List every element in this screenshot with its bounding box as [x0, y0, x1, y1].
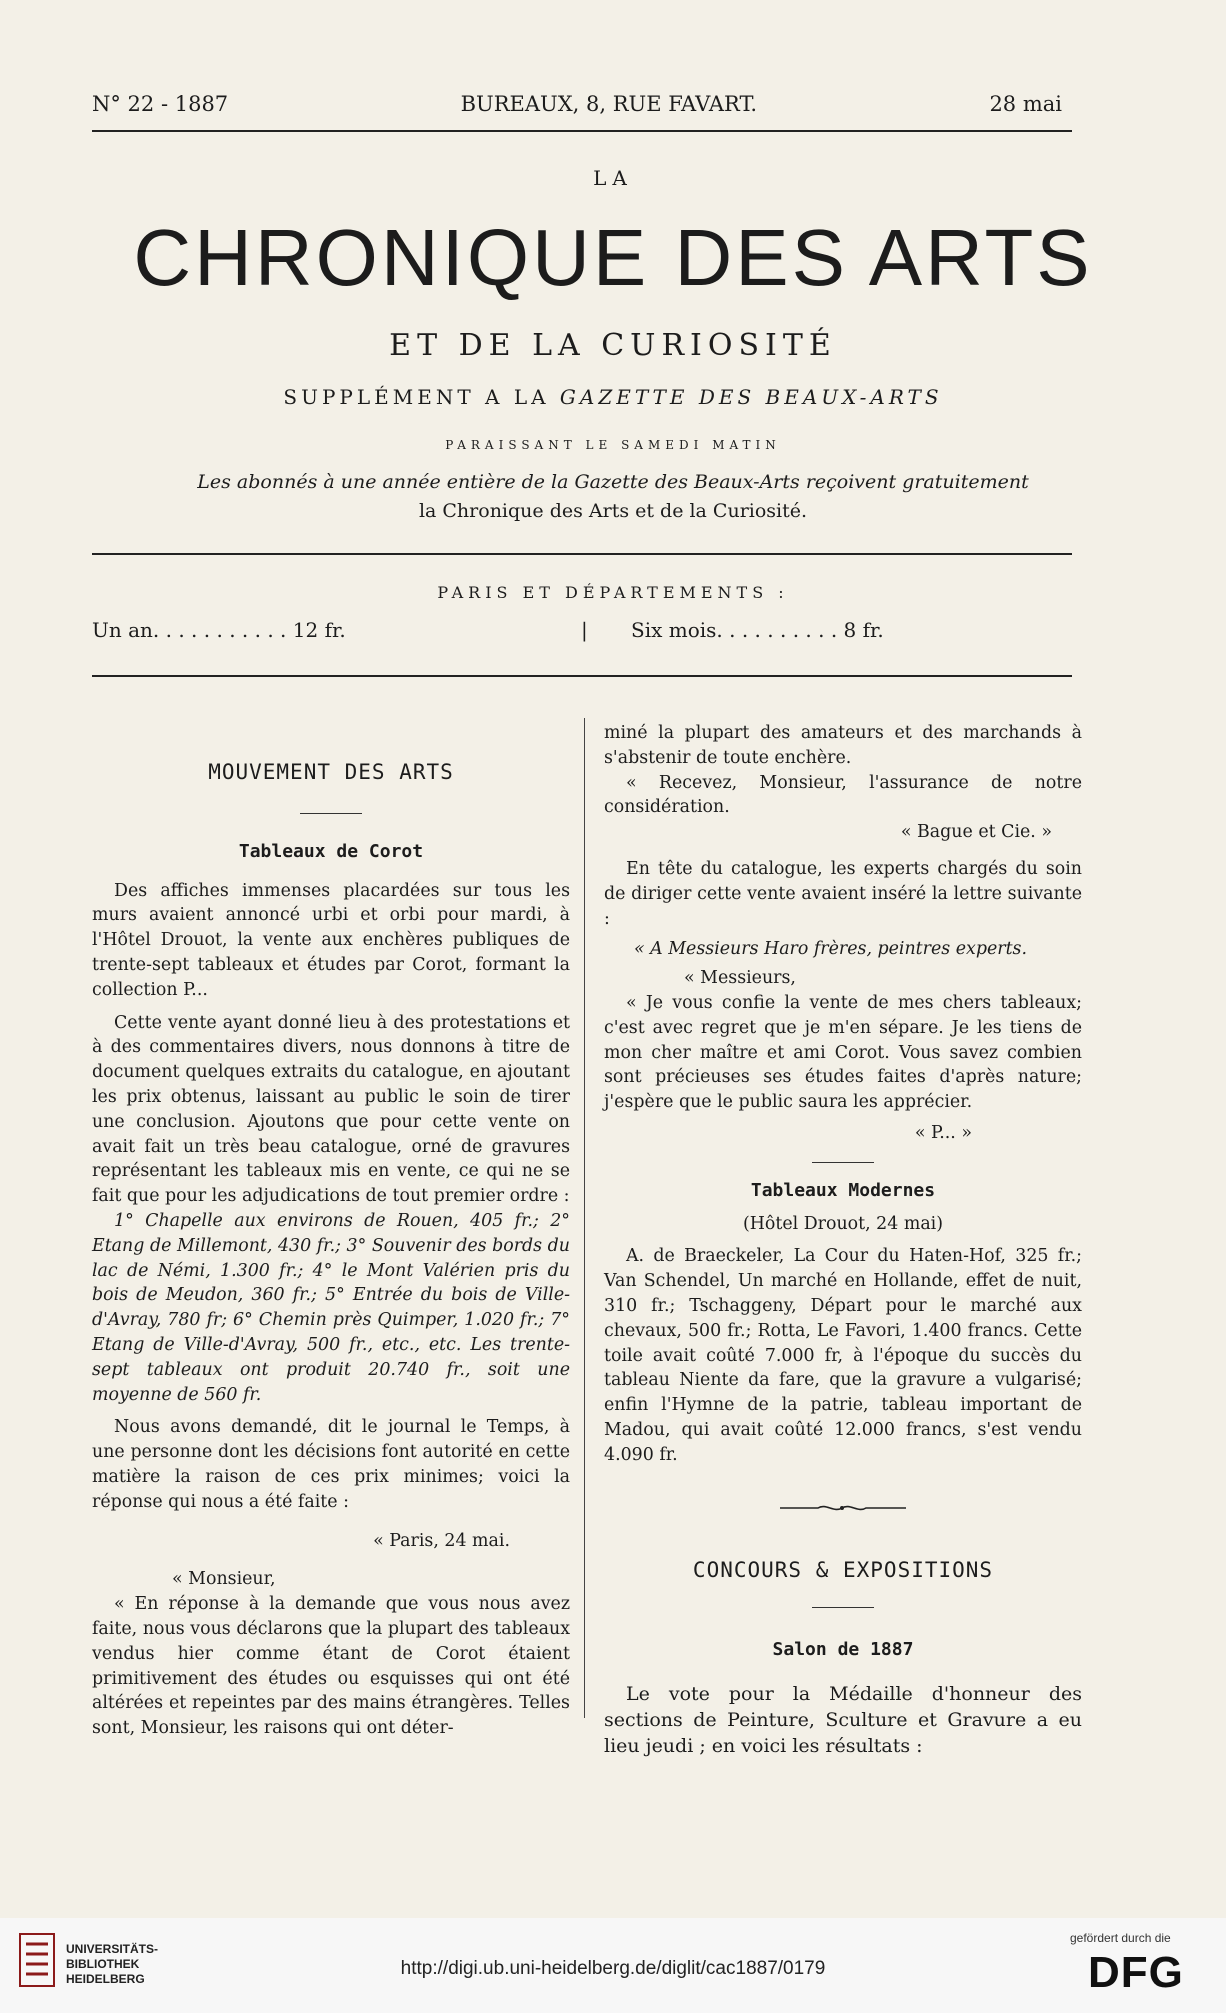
letter-addressee: « A Messieurs Haro frères, peintres experts. — [634, 939, 1028, 960]
masthead-la: LA — [593, 166, 633, 190]
paragraph: Cette vente ayant donné lieu à des protestations et à des commentaires divers, nous donnons à titre de document quelques extraits du catalogue, en ajoutant les prix obtenus, laissant au public le soin de tirer une conclusion. Ajoutons que pour cette vente on avait fait un très beau catalogue, orné de gravures représentant les tableaux mis en vente, ce qui ne se fait que pour les adjudications de tout premier ordre : — [92, 1012, 570, 1207]
library-name-line1: UNIVERSITÄTS- — [66, 1942, 159, 1956]
subhead-salon: Salon de 1887 — [772, 1639, 914, 1661]
library-name-line3: HEIDELBERG — [66, 1972, 145, 1986]
subhead-modernes: Tableaux Modernes — [750, 1179, 936, 1201]
section-title-concours: CONCOURS & EXPOSITIONS — [692, 1558, 994, 1583]
issue-date: 28 mai — [989, 92, 1062, 116]
section-title-mouvement: MOUVEMENT DES ARTS — [208, 760, 454, 784]
subscriber-note-line1: Les abonnés à une année entière de la Gazette des Beaux-Arts reçoivent gratuitement — [197, 471, 1029, 493]
paragraph-price-list: 1° Chapelle aux environs de Rouen, 405 fr.; 2° Etang de Millemont, 430 fr.; 3° Souvenir des bords du lac de Némi, 1.300 fr.; 4° le Mont Valérien pris du bois de Meudon, 360 fr.; 5° Entrée du bois de Ville-d'Avray, 780 fr; 6° Chemin près Quimper, 1.020 fr.; 7° Etang de Ville-d'Avray, 500 fr., etc., etc. Les trente-sept tableaux ont produit 20.740 fr., soit une moyenne de 560 fr. — [92, 1210, 570, 1405]
right-column — [604, 721, 1082, 1759]
price-six-months: Six mois. . . . . . . . . . 8 fr. — [631, 618, 884, 642]
venue-line: (Hôtel Drouot, 24 mai) — [742, 1213, 944, 1234]
subscription-rule — [92, 675, 1072, 677]
masthead-title: CHRONIQUE DES ARTS — [133, 213, 1093, 302]
subscription-prices — [92, 618, 1082, 648]
letter-place-date: « Paris, 24 mai. — [373, 1530, 510, 1551]
signature-bague: « Bague et Cie. » — [900, 822, 1052, 843]
masthead-rule — [92, 553, 1072, 555]
frequency-line: PARAISSANT LE SAMEDI MATIN — [445, 438, 781, 452]
supplement-line — [0, 385, 1226, 409]
subscriber-note — [0, 468, 1226, 526]
left-column — [92, 726, 570, 1741]
letter-salutation: « Messieurs, — [684, 968, 796, 989]
subscriber-note-line2: la Chronique des Arts et de la Curiosité. — [418, 500, 808, 522]
letter-salutation: « Monsieur, — [172, 1569, 276, 1590]
subhead-corot: Tableaux de Corot — [238, 840, 424, 862]
column-divider — [584, 718, 585, 1718]
dfg-logo: DFG — [1088, 1948, 1184, 1997]
funded-by: gefördert durch die — [1070, 1931, 1171, 1945]
paragraph: Nous avons demandé, dit le journal le Temps, à une personne dont les décisions font autorité en cette matière la raison de ces prix minimes; voici la réponse qui nous a été faite : — [92, 1417, 570, 1512]
paragraph: Le vote pour la Médaille d'honneur des sections de Peinture, Sculture et Gravure a eu lieu jeudi ; en voici les résultats : — [604, 1682, 1082, 1757]
header-line — [92, 92, 1062, 116]
paragraph: « Je vous confie la vente de mes chers tableaux; c'est avec regret que je m'en sépare. Je les tiens de mon cher maître et ami Corot. Vous savez combien sont précieuses ses études faites d'après nature; j'espère que le public saura les apprécier. — [604, 992, 1082, 1113]
source-url[interactable]: http://digi.ub.uni-heidelberg.de/diglit/cac1887/0179 — [400, 1958, 826, 1979]
issue-number: N° 22 - 1887 — [92, 92, 229, 116]
supplement-journal: GAZETTE DES BEAUX-ARTS — [559, 385, 943, 409]
office-address: BUREAUX, 8, RUE FAVART. — [460, 92, 758, 116]
masthead-subtitle: ET DE LA CURIOSITÉ — [389, 328, 837, 363]
signature-p: « P... » — [914, 1122, 972, 1143]
price-separator: | — [581, 618, 588, 642]
library-name-line2: BIBLIOTHEK — [66, 1957, 140, 1971]
ornament-divider — [604, 1498, 1082, 1523]
paragraph: miné la plupart des amateurs et des marchands à s'abstenir de toute enchère. — [604, 723, 1082, 768]
paragraph: Des affiches immenses placardées sur tous les murs avaient annoncé urbi et orbi pour mardi, à l'Hôtel Drouot, la vente aux enchères publiques de trente-sept tableaux et études par Corot, formant la collection P... — [92, 880, 570, 1000]
header-rule — [92, 130, 1072, 132]
paragraph: En tête du catalogue, les experts chargés du soin de diriger cette vente avaient inséré la lettre suivante : — [604, 858, 1082, 929]
supplement-prefix: SUPPLÉMENT A LA — [283, 385, 560, 409]
flourish-icon — [778, 1501, 908, 1515]
paragraph: A. de Braeckeler, La Cour du Haten-Hof, 325 fr.; Van Schendel, Un marché en Hollande, effet de nuit, 310 fr.; Tschaggeny, Départ pour le marché aux chevaux, 500 fr.; Rotta, Le Favori, 1.400 francs. Cette toile avait coûté 7.000 fr, à l'époque du succès du tableau Niente da fare, que la gravure a vulgarisé; enfin l'Hymne de la patrie, tableau important de Madou, qui avait coûté 12.000 francs, s'est vendu 4.090 fr. — [604, 1246, 1082, 1465]
subscription-heading: PARIS ET DÉPARTEMENTS : — [437, 583, 789, 602]
price-year: Un an. . . . . . . . . . . 12 fr. — [92, 618, 346, 642]
paragraph: « En réponse à la demande que vous nous avez faite, nous vous déclarons que la plupart des tableaux vendus hier comme étant de Corot étaient primitivement des études ou esquisses qui ont été altérées et repeintes par des mains étrangères. Telles sont, Monsieur, les raisons qui ont déter- — [92, 1594, 570, 1739]
paragraph: « Recevez, Monsieur, l'assurance de notre considération. — [604, 772, 1082, 818]
